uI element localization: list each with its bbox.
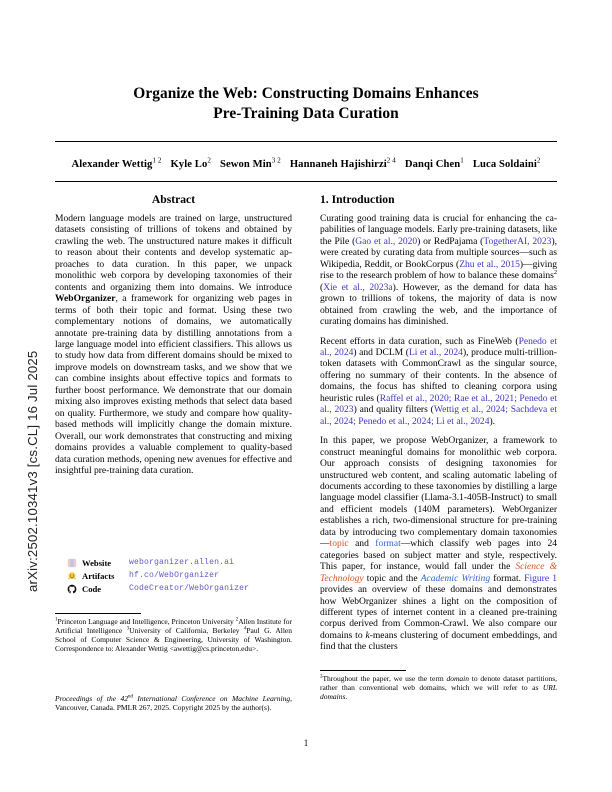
footnote-2-s3: . xyxy=(345,692,348,702)
citation-li-2024b[interactable]: Li et al., 2024 xyxy=(436,415,490,427)
author-entry xyxy=(289,156,396,170)
website-icon xyxy=(67,558,77,568)
format-keyword: format xyxy=(375,538,401,550)
abstract-text xyxy=(55,213,292,476)
citation-rae-2021[interactable]: Rae et al., 2021 xyxy=(454,392,515,404)
author-affil-mark: 2 xyxy=(207,156,211,165)
title-rule-top xyxy=(55,141,557,142)
footnote-2-s1: Throughout the paper, we use the term xyxy=(322,674,447,683)
intro-p2-s4: ; xyxy=(448,392,454,404)
abstract-part-2: , a framework for organizing web pages in terms of both their topic and format. Using these two complementary notions of domains, we automatically annotate pre-training data by distilling annotations from a large language model into efficient classifiers. This allows us to study how data from different domains should be mixed to improve models on downstream tasks, and we show that we can combine insights about effective topics and formats to further boost performance. We demonstrate that our domain mixing also improves existing methods that select data based on quality. Furthermore, we study and compare how quality-based methods will implicitly change the domain mixture. Overall, our work demonstrates that constructing and mixing domains provides a valuable complement to quality-based data curation methods, opening new avenues for effective and insightful pre-training data curation. xyxy=(55,293,292,476)
citation-li-2024[interactable]: Li et al., 2024 xyxy=(408,346,463,358)
footnote-2-italic-url-domains: URL domains xyxy=(320,683,557,702)
author-affil-mark: 2 xyxy=(536,156,541,165)
intro-p1-s2: ) or RedPajama ( xyxy=(417,235,484,247)
format-value-academic-writing: Academic Writing xyxy=(420,572,491,584)
figure-reference-1[interactable]: Figure 1 xyxy=(524,572,557,584)
author-name: Kyle Lo xyxy=(170,159,208,170)
footnote-2-mark: 2 xyxy=(320,674,323,680)
abstract-bold-name: WebOrganizer xyxy=(55,293,116,305)
footnote-mark-2[interactable]: 2 xyxy=(553,269,557,277)
affil-text-1: Princeton Language and Intelligence, Princeton University xyxy=(57,617,236,626)
resource-links xyxy=(67,557,292,596)
author-name: Alexander Wettig xyxy=(71,159,153,170)
link-label-artifacts: Artifacts xyxy=(82,570,115,581)
link-row-code[interactable] xyxy=(67,583,292,595)
intro-p3-s3: —which classify web pages into 24 categories based on subject matter and style, respectively. This paper, for instance, would fall under the xyxy=(320,538,557,573)
link-url-artifacts[interactable]: hf.co/WebOrganizer xyxy=(129,571,220,581)
author-entry xyxy=(71,156,162,170)
intro-p2-s2: ) and DCLM ( xyxy=(353,346,409,358)
citation-xie-2023a[interactable]: Xie et al., 2023a xyxy=(323,281,393,293)
arxiv-stamp-text: arXiv:2502.10341v3 [cs.CL] 16 Jul 2025 xyxy=(25,350,40,592)
affil-mark-1: 1 xyxy=(55,617,58,623)
author-affil-mark: 1 2 xyxy=(152,156,162,165)
intro-p2-s7: ; xyxy=(505,404,511,416)
citation-wettig-2024[interactable]: Wettig et al., 2024 xyxy=(433,404,506,416)
intro-p1-s1: Curating good training data is crucial for enhancing the capabilities of language models. Early pre-training datasets, like the Pile ( xyxy=(320,213,557,247)
intro-p2-s6: ) and quality filters ( xyxy=(353,404,434,416)
k-italic: k xyxy=(365,629,370,641)
citation-togetherai-2023[interactable]: TogetherAI, 2023 xyxy=(483,235,552,247)
intro-p2-s9: ; xyxy=(431,415,437,427)
huggingface-icon xyxy=(67,571,77,581)
author-name: Hannaneh Hajishirzi xyxy=(289,159,387,170)
link-row-website[interactable] xyxy=(67,557,292,569)
link-url-code[interactable]: CodeCreator/WebOrganizer xyxy=(129,584,250,594)
paper-page xyxy=(55,0,557,792)
proceedings-prefix: Proceedings of the 42 xyxy=(55,694,128,703)
citation-raffel-2020[interactable]: Raffel et al., 2020 xyxy=(379,392,449,404)
footnote-2-italic-domain: domain xyxy=(446,674,469,683)
intro-p3-s1: In this paper, we propose WebOrganizer, a framework to construct meaningful domains for monolithic web corpora. Our approach consists of designing taxonomies for unstructured web content, and scaling automatic labeling of documents according to these taxonomies by distilling a large language model classifier (Llama-3.1-405B-Instruct) to small and efficient models (140M parameters). WebOrganizer establishes a rich, two-dimensional structure for pre-training data by introducing two complementary domain taxonomies— xyxy=(320,435,557,550)
topic-value-science-technology: Science & Technology xyxy=(320,561,557,584)
intro-p2-s3: ), produce multi-trillion-token datasets with CommonCrawl as the singular source, offering no summary of their contents. In the absence of domains, the focus has shifted to cleaning corpora using heuristic rules ( xyxy=(320,346,557,404)
intro-p1-s3: ), were created by curating data from multiple sources—such as Wikipedia, Reddit, or BookCorpus ( xyxy=(320,235,558,270)
affil-mark-2: 2 xyxy=(235,617,239,623)
intro-p2-s5: ; xyxy=(514,392,520,404)
intro-p3-s2: and xyxy=(348,538,376,550)
link-row-artifacts[interactable] xyxy=(67,570,292,582)
title-line-1: Organize the Web: Constructing Domains Enhances xyxy=(133,85,479,102)
author-entry xyxy=(219,156,281,170)
proceedings-rest: , Vancouver, Canada. PMLR 267, 2025. Copyright 2025 by the author(s). xyxy=(55,694,292,713)
intro-p2-s8: ; xyxy=(353,415,359,427)
proceedings-mid: International Conference on Machine Learning xyxy=(132,694,291,703)
citation-sachdeva-2024[interactable]: Sachdeva et al., 2024 xyxy=(320,404,557,427)
intro-p3-s5: format. xyxy=(490,572,525,584)
intro-p3-s6: provides an overview of these domains and demonstrates how WebOrganizer shines a light on the composition of different types of internet content in a cleaned pre-training corpus derived from Common-Crawl. We also compare our domains to xyxy=(320,584,557,641)
arxiv-stamp xyxy=(0,0,40,792)
introduction-heading: 1. Introduction xyxy=(320,193,395,206)
author-affil-mark: 3 2 xyxy=(271,156,281,165)
intro-p2-s10: ). xyxy=(489,415,496,427)
title-line-2: Pre-Training Data Curation xyxy=(213,105,399,122)
footnote-2 xyxy=(320,674,557,701)
topic-keyword: topic xyxy=(329,538,349,550)
author-name: Danqi Chen xyxy=(404,159,461,170)
github-icon xyxy=(67,584,77,594)
right-column xyxy=(320,193,557,661)
citation-zhu-2015[interactable]: Zhu et al., 2015 xyxy=(459,258,520,270)
page-title xyxy=(55,84,557,124)
intro-p1-s4: )—giving rise to the research problem of how to balance these domains xyxy=(320,258,557,282)
intro-p1-s6: ). However, as the demand for data has grown to trillions of tokens, the majority of data is now obtained from crawling the web, and the importance of curating domains has diminished. xyxy=(320,281,557,328)
citation-gao-2020[interactable]: Gao et al., 2020 xyxy=(355,235,418,247)
intro-paragraph-1 xyxy=(320,213,557,328)
proceedings-notice xyxy=(55,694,292,713)
footnote-rule-right xyxy=(320,670,406,671)
abstract-heading: Abstract xyxy=(151,193,196,206)
intro-p1-s5: ( xyxy=(320,281,324,293)
affil-text-4: Paul G. Allen School of Computer Science & Engineering, University of Washington. Correspondence to: Alexander Wettig <awettig@cs.princeton.edu>. xyxy=(55,626,293,654)
affil-mark-4: 4 xyxy=(243,626,247,632)
intro-p2-s1: Recent efforts in data curation, such as FineWeb ( xyxy=(320,335,519,347)
abstract-part-1: Modern language models are trained on large, unstructured datasets consisting of trillions of tokens and obtained by crawling the web. The unstructured nature makes it difficult to reason about their contents and develop systematic approaches to data curation. In this paper, we unpack monolithic web corpora by developing taxonomies of their contents and organizing them into domains. We introduce xyxy=(55,213,292,293)
author-affil-mark: 2 4 xyxy=(386,156,396,165)
footnote-rule-left xyxy=(55,613,141,614)
citation-penedo-2024b[interactable]: Penedo et al., 2024 xyxy=(358,415,432,427)
author-affil-mark: 1 xyxy=(460,156,464,165)
page-number: 1 xyxy=(303,738,309,748)
link-label-website: Website xyxy=(82,557,112,568)
author-entry xyxy=(472,156,541,170)
author-list xyxy=(55,156,557,170)
author-entry xyxy=(170,156,211,170)
intro-paragraph-2 xyxy=(320,336,557,428)
affiliations-footnote xyxy=(55,617,292,653)
proceedings-ordinal: nd xyxy=(127,694,133,700)
author-name: Luca Soldaini xyxy=(472,159,537,170)
citation-penedo-2023[interactable]: Penedo et al., 2023 xyxy=(320,392,557,416)
intro-paragraph-3 xyxy=(320,435,557,653)
left-column xyxy=(55,193,292,484)
affil-mark-3: 3 xyxy=(126,626,130,632)
affil-text-2: Allen Institute for Artificial Intelligence xyxy=(55,617,292,636)
author-name: Sewon Min xyxy=(219,159,272,170)
intro-p3-s4: topic and the xyxy=(363,572,421,584)
link-label-code: Code xyxy=(82,583,102,594)
footnote-2-s2: to denote dataset partitions, rather than conventional web domains, which we will refer to as xyxy=(320,674,557,693)
link-url-website[interactable]: weborganizer.allen.ai xyxy=(129,558,235,568)
affil-text-3: University of California, Berkeley xyxy=(129,626,244,636)
intro-p3-s7: -means clustering of document embeddings, and find that the clusters xyxy=(320,629,557,653)
citation-penedo-2024[interactable]: Penedo et al., 2024 xyxy=(320,335,557,358)
title-rule-bottom xyxy=(55,181,557,182)
author-entry xyxy=(404,156,464,170)
